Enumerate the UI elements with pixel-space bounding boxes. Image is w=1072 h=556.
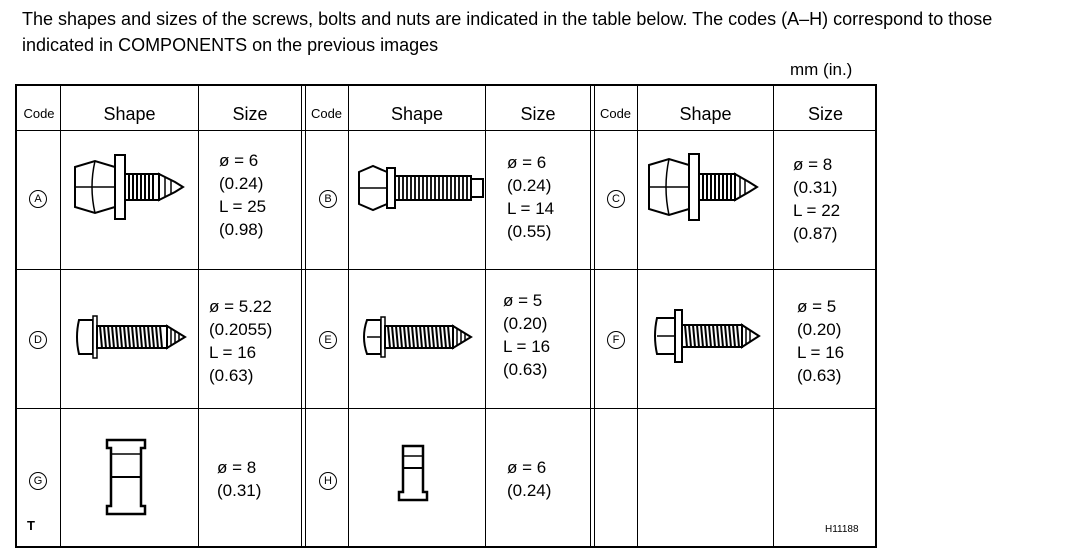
header-size-2: Size — [520, 104, 556, 124]
flange-nut-icon — [395, 442, 431, 506]
fastener-table — [15, 84, 877, 548]
header-code-2: Code — [310, 106, 343, 121]
size-h: ø = 6 (0.24) — [507, 458, 552, 500]
washer-hex-screw-icon — [645, 152, 765, 222]
washer-tapping-screw-icon — [653, 306, 763, 366]
header-size-1: Size — [232, 104, 268, 124]
size-e: ø = 5 (0.20) L = 16 (0.63) — [503, 291, 551, 379]
intro-text: The shapes and sizes of the screws, bolts and nuts are indicated in the table below. The codes (A–H) correspond to those indicated in COMPONENTS on the previous images — [22, 9, 993, 55]
header-shape-3: Shape — [679, 104, 732, 124]
size-a: ø = 6 (0.24) L = 25 (0.98) — [219, 151, 267, 239]
size-f: ø = 5 (0.20) L = 16 (0.63) — [797, 297, 845, 385]
code-c: C — [607, 190, 625, 208]
header-code-1: Code — [23, 106, 55, 121]
size-g: ø = 8 (0.31) — [217, 458, 262, 500]
flange-bolt-icon — [357, 162, 487, 214]
corner-mark: T — [27, 518, 35, 533]
washer-hex-screw-icon — [69, 152, 189, 222]
code-d: D — [29, 331, 47, 349]
header-shape-2: Shape — [390, 104, 444, 124]
header-size-3: Size — [807, 104, 843, 124]
code-f: F — [607, 331, 625, 349]
size-b: ø = 6 (0.24) L = 14 (0.55) — [507, 153, 555, 241]
code-g: G — [29, 472, 47, 490]
size-d: ø = 5.22 (0.2055) L = 16 (0.63) — [209, 297, 273, 385]
header-code-3: Code — [599, 106, 632, 121]
tapping-screw-icon — [361, 312, 476, 362]
code-e: E — [319, 331, 337, 349]
tapping-screw-icon — [75, 312, 190, 362]
header-shape-1: Shape — [103, 104, 156, 124]
unit-label: mm (in.) — [790, 60, 853, 79]
code-h: H — [319, 472, 337, 490]
code-b: B — [319, 190, 337, 208]
figure-id: H11188 — [825, 524, 859, 535]
flange-nut-icon — [103, 434, 153, 520]
size-c: ø = 8 (0.31) L = 22 (0.87) — [793, 155, 841, 243]
code-a: A — [29, 190, 47, 208]
